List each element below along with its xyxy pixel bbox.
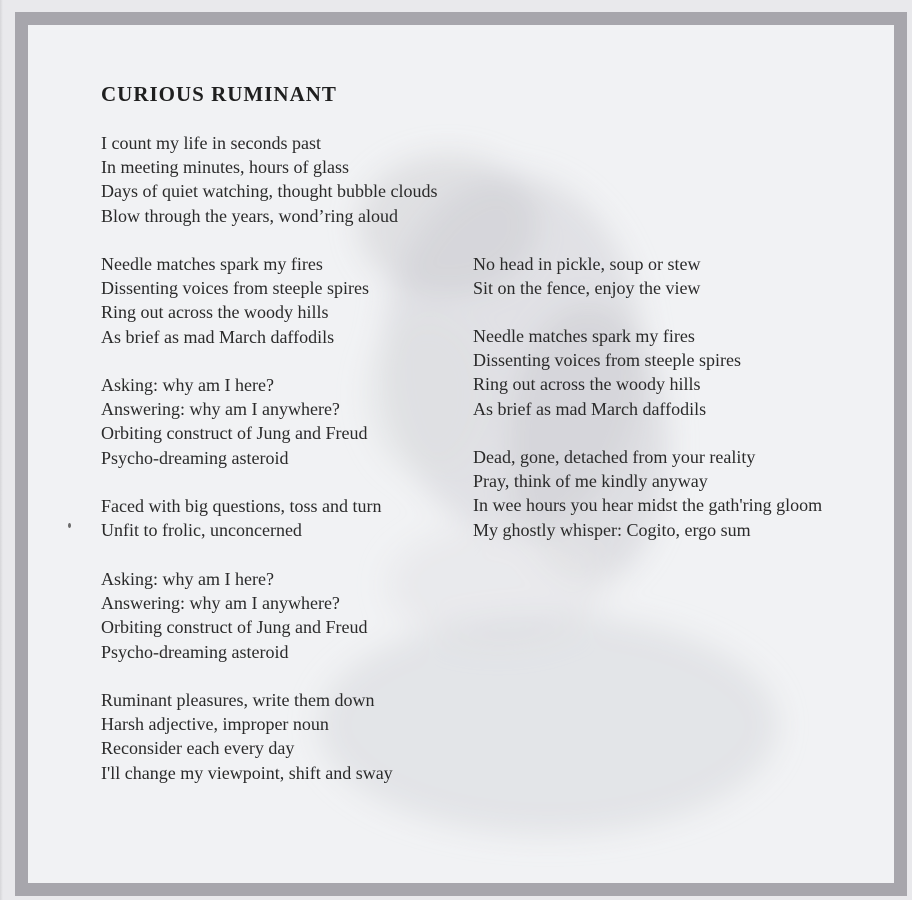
poem-line: Orbiting construct of Jung and Freud <box>101 423 368 444</box>
poem-line: Needle matches spark my fires <box>101 254 323 274</box>
page-frame <box>15 12 907 896</box>
poem-line: In meeting minutes, hours of glass <box>101 157 349 178</box>
poem-line: Psycho-dreaming asteroid <box>101 447 289 468</box>
poem-line: I count my life in seconds past <box>101 133 321 153</box>
poem-line: Sit on the fence, enjoy the view <box>473 278 701 299</box>
poem-line: In wee hours you hear midst the gath'ring gloom <box>473 495 823 516</box>
poem-line: Harsh adjective, improper noun <box>101 714 329 735</box>
stanza-8 <box>473 324 741 421</box>
poem-line: Unfit to frolic, unconcerned <box>101 520 302 541</box>
poem-line: Blow through the years, wond’ring aloud <box>101 205 398 226</box>
poem-line: Answering: why am I anywhere? <box>101 593 340 614</box>
poem-line: Reconsider each every day <box>101 738 295 759</box>
poem-line: Orbiting construct of Jung and Freud <box>101 617 368 638</box>
poem-line: Asking: why am I here? <box>101 375 274 395</box>
stanza-2 <box>101 252 369 349</box>
poem-line: Faced with big questions, toss and turn <box>101 496 382 516</box>
stanza-3 <box>101 373 367 470</box>
stanza-7 <box>473 252 700 300</box>
poem-title: CURIOUS RUMINANT <box>101 82 337 106</box>
poem-line: Ruminant pleasures, write them down <box>101 690 375 710</box>
poem-line: Dissenting voices from steeple spires <box>473 350 741 371</box>
stanza-6 <box>101 688 393 785</box>
poem-line: As brief as mad March daffodils <box>473 398 707 419</box>
poem-line: Needle matches spark my fires <box>473 326 695 346</box>
poem-line: Ring out across the woody hills <box>473 374 701 395</box>
stanza-5 <box>101 567 367 664</box>
stanza-9 <box>473 445 822 542</box>
poem-line: Days of quiet watching, thought bubble clouds <box>101 181 438 202</box>
poem-line: My ghostly whisper: Cogito, ergo sum <box>473 519 751 540</box>
poem-line: As brief as mad March daffodils <box>101 326 335 347</box>
poem-line: Answering: why am I anywhere? <box>101 399 340 420</box>
print-speck <box>68 523 71 528</box>
poem-line: Pray, think of me kindly anyway <box>473 471 708 492</box>
poem-line: Dead, gone, detached from your reality <box>473 447 756 467</box>
poem-line: Asking: why am I here? <box>101 569 274 589</box>
poem-line: Psycho-dreaming asteroid <box>101 641 289 662</box>
poem-line: Ring out across the woody hills <box>101 302 329 323</box>
stanza-4 <box>101 494 381 542</box>
poem-line: Dissenting voices from steeple spires <box>101 278 369 299</box>
poem-line: No head in pickle, soup or stew <box>473 254 701 274</box>
stanza-1 <box>101 131 437 228</box>
poem-line: I'll change my viewpoint, shift and sway <box>101 762 393 783</box>
